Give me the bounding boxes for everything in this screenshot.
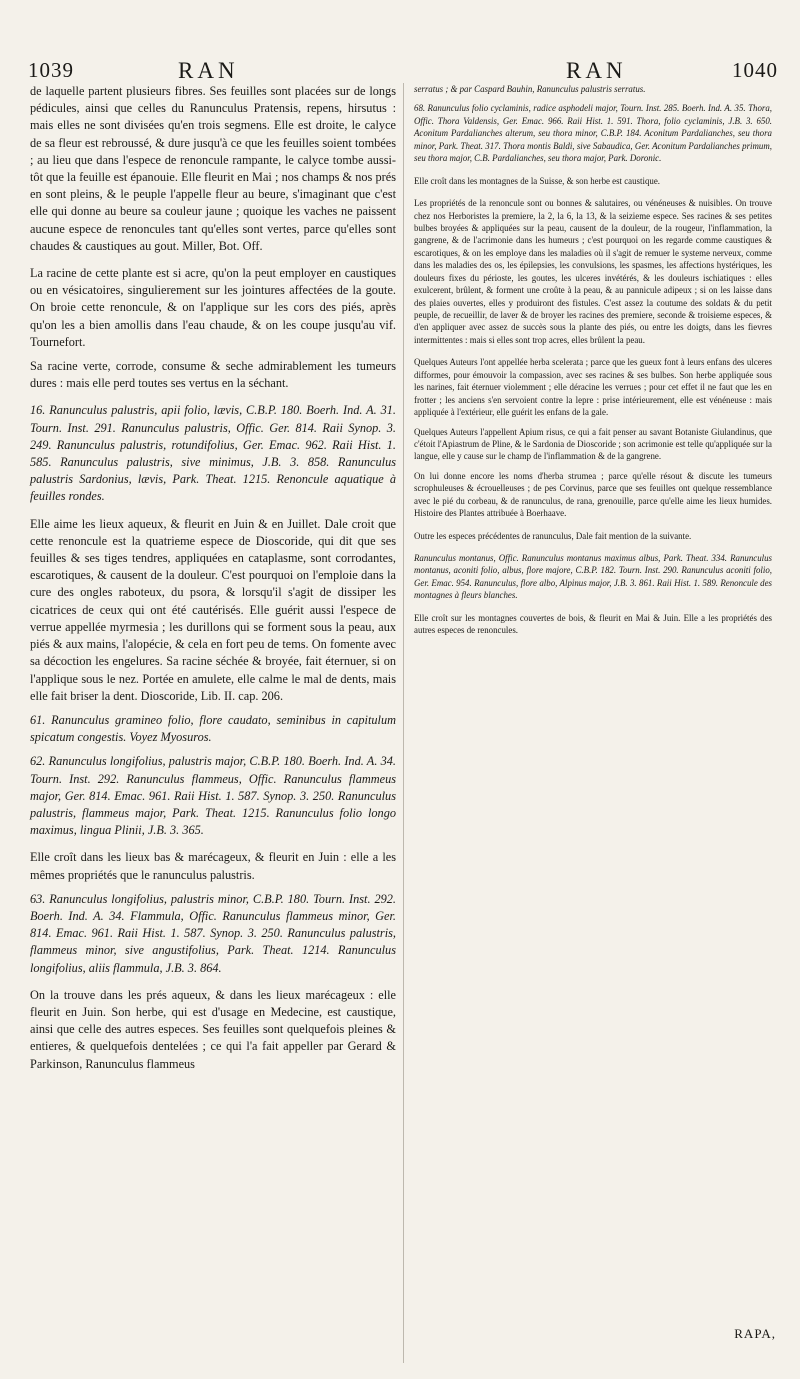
species-entry: serratus ; & par Caspard Bauhin, Ranunculus palustris serratus. bbox=[414, 84, 646, 94]
paragraph: Sa racine verte, corrode, consume & seche admirablement les tumeurs dures : mais elle perd toutes ses vertus en la séchant. bbox=[30, 359, 396, 391]
page-number-left: 1039 bbox=[28, 58, 74, 82]
species-entry: 68. Ranunculus folio cyclaminis, radice asphodeli major, Tourn. Inst. 285. Boerh. Ind. A. 35. Thora, Offic. Thora Valdensis, Ger. Emac. 966. Raii Hist. 1. 591. Thora, folio cyclaminis, J.B. 3. 650. Aconitum Pardalianches alterum, seu thora minor, C.B.P. 184. Aconitum Pardalianches, seu thora minor, Park. Theat. 317. Thora montis Baldi, sive Sabaudica, Ger. Aconitum Pardalianches primum, seu thora major, C.B. Pardalianches, seu thora major, Park. Doronic. bbox=[414, 103, 772, 164]
running-head-left: RAN bbox=[178, 58, 239, 83]
catchword: RAPA, bbox=[734, 1326, 776, 1341]
page-number-right: 1040 bbox=[732, 58, 778, 82]
paragraph: Elle aime les lieux aqueux, & fleurit en Juin & en Juillet. Dale croit que cette renoncule est la quatrieme espece de Dioscoride, qui dit que ses feuilles & ses tiges tendres, appliquées en cataplasme, sont corrodantes, escarotiques, & causent de la douleur. C'est pourquoi on l'emploie dans la cure des ongles raboteux, du psora, & lorsqu'il s'agit de dissiper les cicatrices de ceux qui ont été cautérisés. Elle guérit aussi l'espece de verrue appellée myrmesia ; les durillons qui se forment sous la peau, aux piés & aux mains, l'alopécie, & cela en fort peu de tems. On fomente avec sa décoction les engelures. Sa racine séchée & broyée, fait éternuer, si on l'applique sous le nez. Portée en amulete, elle calme le mal de dents, mais elle fait briser la dent. Dioscoride, Lib. II. cap. 206. bbox=[30, 516, 396, 703]
paragraph: Elle croît sur les montagnes couvertes de bois, & fleurit en Mai & Juin. Elle a les propriétés des autres especes de renoncules. bbox=[414, 612, 772, 636]
species-entry: 63. Ranunculus longifolius, palustris minor, C.B.P. 180. Tourn. Inst. 292. Boerh. Ind. A. 34. Flammula, Offic. Ranunculus flammeus minor, Ger. 814. Emac. 961. Raii Hist. 1. 587. Synop. 3. 250. Ranunculus palustris, flammeus minor, sive angustifolius, Park. Theat. 1214. Ranunculus longifolius, aliis flammula, J.B. 3. 864. bbox=[30, 891, 396, 975]
paragraph: Quelques Auteurs l'appellent Apium risus, ce qui a fait penser au savant Botaniste Giulandinus, que c'étoit l'Apiastrum de Pline, & le Sardonia de Dioscoride ; son acrimonie est telle qu'appliquée sur la langue, elle y cause sur le champ de l'inflammation & de la gangrene. bbox=[414, 426, 772, 462]
paragraph: Quelques Auteurs l'ont appellée herba scelerata ; parce que les gueux font à leurs enfans des ulceres difformes, pour émouvoir la compassion, avec ses racines & ses bulbes. Son herbe appliquée sous les narines, fait éternuer violemment ; elle déracine les verrues ; pour cet effet il ne faut que les en frotter ; les anciens s'en servoient contre la lepre : prise intérieurement, elle est vénéneuse : mais appliquée à l'extérieur, elle guérit les enfans de la gale. bbox=[414, 357, 772, 418]
left-column bbox=[30, 83, 396, 1080]
paragraph: Elle croît dans les montagnes de la Suisse, & son herbe est caustique. bbox=[414, 175, 660, 186]
paragraph: Elle croît dans les lieux bas & marécageux, & fleurit en Juin : elle a les mêmes propriétés que le ranunculus palustris. bbox=[30, 850, 396, 882]
paragraph: La racine de cette plante est si acre, qu'on la peut employer en caustiques ou en vésicatoires, singulierement sur les jointures affectées de la goute. On broie cette renoncule, & on l'applique sur les cors des piés, après qu'on les a bien amollis dans l'eau chaude, & on les coupe jusqu'au vif. Tournefort. bbox=[30, 266, 396, 349]
running-head-right: RAN bbox=[566, 58, 627, 83]
species-entry: 16. Ranunculus palustris, apii folio, lævis, C.B.P. 180. Boerh. Ind. A. 31. Tourn. Inst. 291. Ranunculus palustris, Offic. Ger. 814. Raii Synop. 3. 249. Ranunculus palustris, rotundifolius, Ger. Emac. 962. Raii Hist. 1. 585. Ranunculus palustris, sive minimus, J.B. 3. 858. Ranunculus palustris Sardonius, lævis, Park. Theat. 1215. Renoncule aquatique à feuilles rondes. bbox=[30, 403, 396, 504]
right-column bbox=[414, 83, 772, 644]
paragraph: On lui donne encore les noms d'herba strumea ; parce qu'elle résout & discute les tumeurs scrophuleuses & écrouelleuses ; de pes Corvinus, parce que ses feuilles ont quelque ressemblance avec le pié du corbeau, & de ranunculus, de rana, grenouille, parce qu'elle aime les lieux humides. Histoire des Plantes attribuée à Boerhaave. bbox=[414, 470, 772, 519]
paragraph: de laquelle partent plusieurs fibres. Ses feuilles sont placées sur de longs pédicules, ainsi que celles du Ranunculus Pratensis, repens, hirsutus : mais elles ne sont divisées qu'en trois segmens. Elle est droite, le calyce de sa fleur est rebroussé, & dure jusqu'à ce que les feuilles soient tombées ; au lieu que dans l'espece de renoncule rampante, le calyce tombe aussi-tôt que la feuille est épanouie. Elle fleurit en Mai ; nos champs & nos prés en sont pleins, & le peuple l'appelle fleur au beure, s'imaginant que c'est elle qui donne au beure sa couleur jaune ; quoique les vaches ne paissent aucune espece de renoncules tant qu'elles sont vertes, parce qu'elles sont chaudes & caustiques au gout. Miller, Bot. Off. bbox=[30, 84, 396, 253]
paragraph: Outre les especes précédentes de ranunculus, Dale fait mention de la suivante. bbox=[414, 530, 692, 541]
species-entry: 62. Ranunculus longifolius, palustris major, C.B.P. 180. Boerh. Ind. A. 34. Tourn. Inst. 292. Ranunculus flammeus, Offic. Ranunculus flammeus major, Ger. 814. Emac. 961. Raii Hist. 1. 587. Synop. 3. 250. Ranunculus palustris, flammeus major, Park. Theat. 1215. Ranunculus folio longo maximus, lingua Plinii, J.B. 3. 365. bbox=[30, 754, 396, 838]
paragraph: Les propriétés de la renoncule sont ou bonnes & salutaires, ou vénéneuses & nuisibles. On trouve chez nos Herboristes la premiere, la 2, la 6, la 13, & la seizieme espece. Ses racines & ses petites bulbes broyées & appliquées sur la peau, causent de la douleur, de la rougeur, l'inflammation, la gangrene, & de l'acrimonie dans les humeurs ; c'est pourquoi on les regarde comme caustiques & escarotiques, & on les employe dans les maladies où il s'agit de remuer le systeme nerveux, comme dans les maladies des os, les épilepsies, les convulsions, les spasmes, les affections hystériques, les douleurs fixes du périoste, les goutes, les ulceres invétérés, & les douleurs ischiatiques : elles exulcerent, brûlent, & forment une croûte à la peau, & au pannicule adipeux ; si on les laisse dans des plaies ouvertes, elles y produiront des fistules. C'est assez la coutume des soldats & du petit peuple, de recueillir, de laver & de broyer les racines des premiere, seconde & troisieme especes, & d'en appliquer avec assez de succès sous la plante des piés, ou entre les doigts, dans les fievres intermittentes : mais si elles sont trop acres, elles brûlent la peau. bbox=[414, 198, 772, 345]
species-entry: Ranunculus montanus, Offic. Ranunculus montanus maximus albus, Park. Theat. 334. Ranunculus montanus, aconiti folio, albus, flore majore, C.B.P. 182. Tourn. Inst. 290. Ranunculus aconiti folio, Ger. Emac. 954. Ranunculus, flore albo, Alpinus major, J.B. 3. 861. Raii Hist. 1. 589. Renoncule des montagnes à fleurs blanches. bbox=[414, 553, 772, 601]
page-header bbox=[0, 58, 800, 86]
paragraph: On la trouve dans les prés aqueux, & dans les lieux marécageux : elle fleurit en Juin. Son herbe, qui est d'usage en Medecine, est caustique, ainsi que celle des autres especes. Ses feuilles sont quelquefois pleines & entieres, & quelquefois dentelées ; ce qui l'a fait appeller par Gerard & Parkinson, Ranunculus flammeus bbox=[30, 987, 396, 1071]
species-entry: 61. Ranunculus gramineo folio, flore caudato, seminibus in capitulum spicatum congestis. Voyez Myosuros. bbox=[30, 712, 396, 745]
